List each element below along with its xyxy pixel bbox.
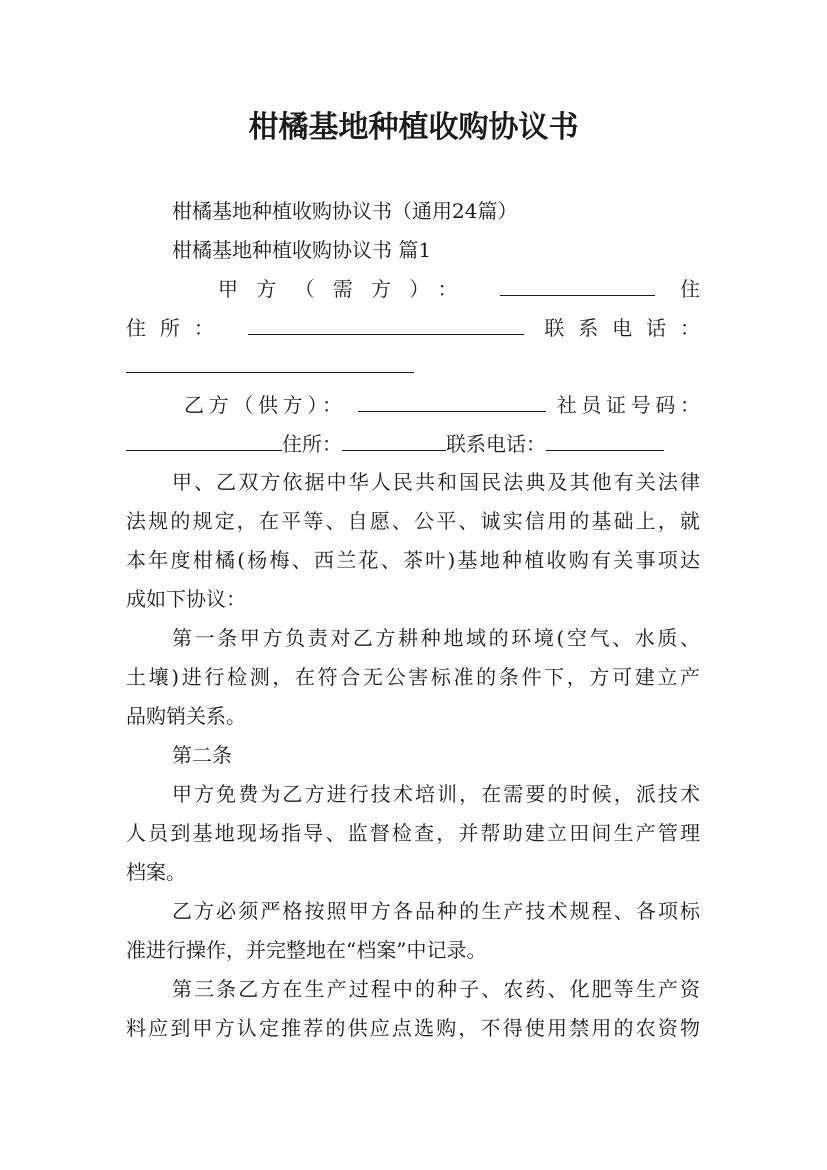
party-b-member-id-label: 社员证号码： (556, 393, 701, 417)
party-a-address-label-part1: 住 (680, 277, 701, 301)
party-b-details-line (126, 429, 664, 459)
party-a-name-blank (500, 277, 655, 296)
intro-line-2: 法规的规定，在平等、自愿、公平、诚实信用的基础上，就 (126, 509, 700, 533)
article-2-b-line-2: 准进行操作，并完整地在“档案”中记录。 (126, 938, 487, 962)
party-a-phone-line (126, 351, 414, 381)
party-a-address-label: 住所： (126, 316, 228, 340)
party-b-member-id-blank (126, 432, 282, 451)
party-b-line (184, 390, 700, 420)
article-2-a-line-1: 甲方免费为乙方进行技术培训，在需要的时候，派技术 (172, 782, 700, 806)
article-1-line-3: 品购销关系。 (126, 704, 246, 728)
party-a-phone-label: 联系电话： (544, 316, 701, 340)
party-b-name-blank (358, 393, 546, 412)
article-3-line-2: 料应到甲方认定推荐的供应点选购，不得使用禁用的农资物 (126, 1016, 700, 1040)
party-b-address-blank (342, 432, 446, 451)
article-2-heading: 第二条 (172, 743, 232, 767)
party-b-phone-blank (546, 432, 664, 451)
article-2-a-line-3: 档案。 (126, 860, 186, 884)
article-1-line-2: 土壤)进行检测，在符合无公害标准的条件下，方可建立产 (126, 665, 700, 689)
party-a-line (218, 274, 700, 304)
article-2-a-line-2: 人员到基地现场指导、监督检查，并帮助建立田间生产管理 (126, 821, 700, 845)
party-a-phone-blank (126, 354, 414, 373)
intro-line-3: 本年度柑橘(杨梅、西兰花、茶叶)基地种植收购有关事项达 (126, 548, 700, 572)
intro-line-4: 成如下协议： (126, 587, 246, 611)
party-b-address-label: 住所： (282, 432, 342, 456)
document-title: 柑橘基地种植收购协议书 (248, 110, 579, 145)
intro-line-1: 甲、乙双方依据中华人民共和国民法典及其他有关法律 (172, 470, 700, 494)
article-3-line-1: 第三条乙方在生产过程中的种子、农药、化肥等生产资 (172, 977, 700, 1001)
party-b-label: 乙方（供方）： (184, 393, 347, 417)
subtitle-part: 柑橘基地种植收购协议书 篇1 (172, 238, 432, 262)
article-2-b-line-1: 乙方必须严格按照甲方各品种的生产技术规程、各项标 (172, 899, 700, 923)
party-b-phone-label: 联系电话： (446, 432, 546, 456)
article-1-line-1: 第一条甲方负责对乙方耕种地域的环境(空气、水质、 (172, 626, 700, 650)
party-a-address-blank (248, 316, 524, 335)
party-a-address-line (126, 313, 700, 343)
party-a-label: 甲方（需方）： (218, 277, 476, 301)
subtitle-general: 柑橘基地种植收购协议书（通用24篇） (172, 199, 518, 223)
